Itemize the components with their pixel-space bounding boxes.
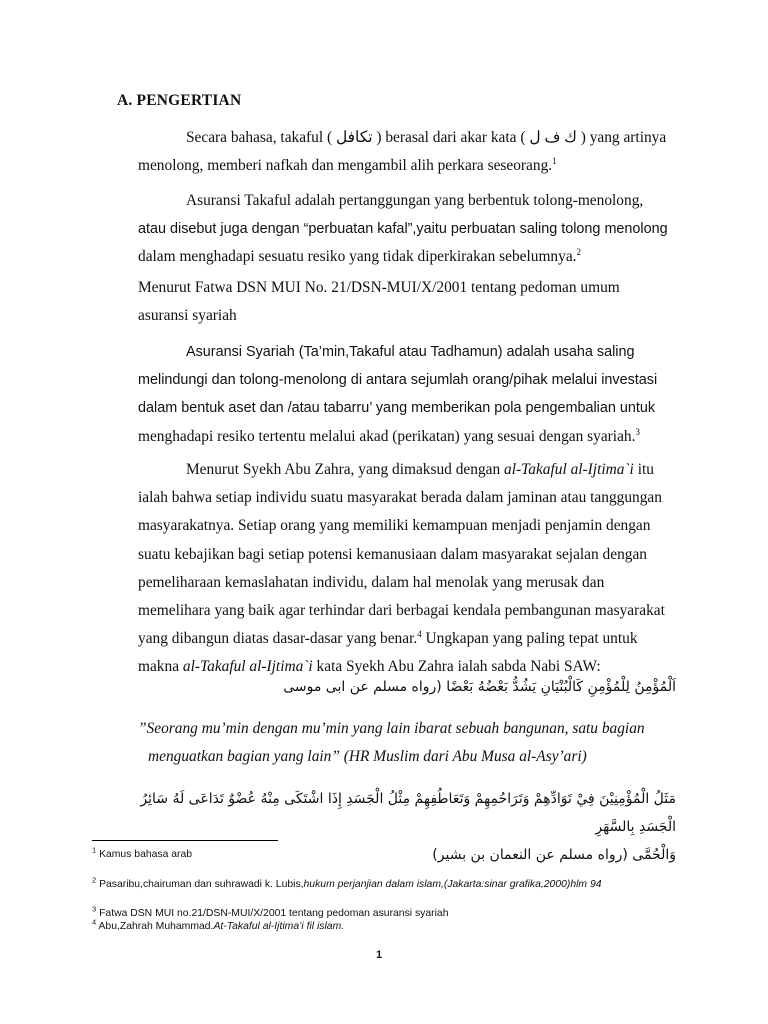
hadith-line: وَالْحُمَّى (رواه مسلم عن النعمان بن بشير): [432, 847, 676, 863]
hadith-line: مَثَلُ الْمُؤْمِنِيْنَ فِيْ تَوَادِّهِمْ وَتَرَاحُمِهِمْ وَتَعَاطُفِهِمْ مِثْلُ الْجَسَدِ إِذَا اشْتَكَى مِنْهُ عُضْوٌ تَدَاعَى لَهُ سَائِرُ الْجَسَدِ بِالسَّهَرِ: [140, 791, 676, 835]
paragraph-asuransi-syariah: [138, 338, 675, 451]
paragraph-line: ialah bahwa setiap individu suatu masyarakat berada dalam jaminan atau tanggungan: [138, 489, 662, 507]
paragraph-fatwa: [138, 274, 675, 330]
paragraph-line: Menurut Fatwa DSN MUI No. 21/DSN-MUI/X/2001 tentang pedoman umum: [138, 279, 620, 296]
paragraph-line: dalam menghadapi sesuatu resiko yang tidak diperkirakan sebelumnya.$^2$: [138, 247, 581, 266]
paragraph-line: menolong, memberi nafkah dan mengambil alih perkara seseorang.$^1$: [138, 156, 557, 175]
paragraph-line: Asuransi Takaful adalah pertanggungan yang berbentuk tolong-menolong,: [186, 192, 644, 209]
hadith-arabic-1: اَلْمُؤْمِنُ لِلْمُؤْمِنِ كَالْبُنْيَانِ يَشُدُّ بَعْضُهُ بَعْضًا (رواه مسلم عن ابى موسى: [283, 679, 676, 695]
paragraph-line: makna al-Takaful al-Ijtima`i kata Syekh Abu Zahra ialah sabda Nabi SAW:: [138, 658, 601, 676]
paragraph-line: atau disebut juga dengan “perbuatan kafal”,yaitu perbuatan saling tolong menolong: [138, 221, 668, 238]
paragraph-line: Asuransi Syariah (Ta’min,Takaful atau Tadhamun) adalah usaha saling: [186, 344, 635, 360]
footnote-4: $^4$ Abu,Zahrah Muhammad.At-Takaful al-Ijtima’i fil islam.: [92, 917, 345, 932]
paragraph-line: melindungi dan tolong-menolong di antara sejumlah orang/pihak melalui investasi: [138, 372, 658, 389]
footnote-1: $^1$ Kamus bahasa arab: [92, 845, 193, 860]
paragraph-asuransi-takaful: [138, 187, 675, 272]
footnote-ref: 2: [576, 247, 581, 258]
footnote-ref: 3: [635, 426, 640, 437]
translation-line: ”Seorang mu’min dengan mu’min yang lain ibarat sebuah bangunan, satu bagian: [138, 720, 645, 737]
paragraph-line: Secara bahasa, takaful ( تكافل ) berasal dari akar kata ( ك ف ل ) yang artinya: [186, 129, 667, 146]
paragraph-line: dalam bentuk aset dan /atau tabarru’ yang memberikan pola pengembalian untuk: [138, 400, 656, 417]
hadith-translation: [138, 715, 678, 771]
paragraph-line: Menurut Syekh Abu Zahra, yang dimaksud dengan al-Takaful al-Ijtima`i itu: [186, 461, 654, 478]
footnote-separator: [92, 840, 278, 841]
paragraph-line: suatu kebajikan bagi setiap potensi kemanusiaan dalam masyarakat sejalan dengan: [138, 545, 647, 563]
paragraph-line: memelihara yang baik agar terhindar dari berbagai kendala pembangunan masyarakat: [138, 602, 665, 620]
footnote-ref: 4: [417, 629, 422, 640]
page-number: 1: [376, 949, 383, 961]
paragraph-line: pemeliharaan kemaslahatan individu, dalam hal menolak yang merusak dan: [138, 573, 605, 591]
arabic-takaful: تكافل: [336, 129, 373, 146]
paragraph-abu-zahra: [138, 456, 675, 682]
paragraph-line: yang dibangun diatas dasar-dasar yang benar.$^4$ Ungkapan yang paling tepat untuk: [138, 629, 638, 648]
translation-line: menguatkan bagian yang lain” (HR Muslim dari Abu Musa al-Asy’ari): [148, 748, 587, 765]
paragraph-line: masyarakatnya. Setiap orang yang memiliki kemampuan menjadi penjamin dengan: [138, 517, 651, 535]
paragraph-line: asuransi syariah: [138, 307, 237, 325]
footnote-3: $^3$ Fatwa DSN MUI no.21/DSN-MUI/X/2001 tentang pedoman asuransi syariah: [92, 904, 449, 919]
paragraph-definition-language: [138, 124, 675, 180]
section-heading: A. PENGERTIAN: [117, 92, 242, 109]
paragraph-line: menghadapi resiko tertentu melalui akad (perikatan) yang sesuai dengan syariah.$^3$: [138, 426, 640, 445]
arabic-root: ك ف ل: [529, 129, 577, 146]
footnote-ref: 1: [552, 156, 557, 167]
footnote-2: $^2$ Pasaribu,chairuman dan suhrawadi k. Lubis,hukum perjanjian dalam islam,(Jakarta:sinar grafika,2000)hlm 94: [92, 875, 602, 890]
